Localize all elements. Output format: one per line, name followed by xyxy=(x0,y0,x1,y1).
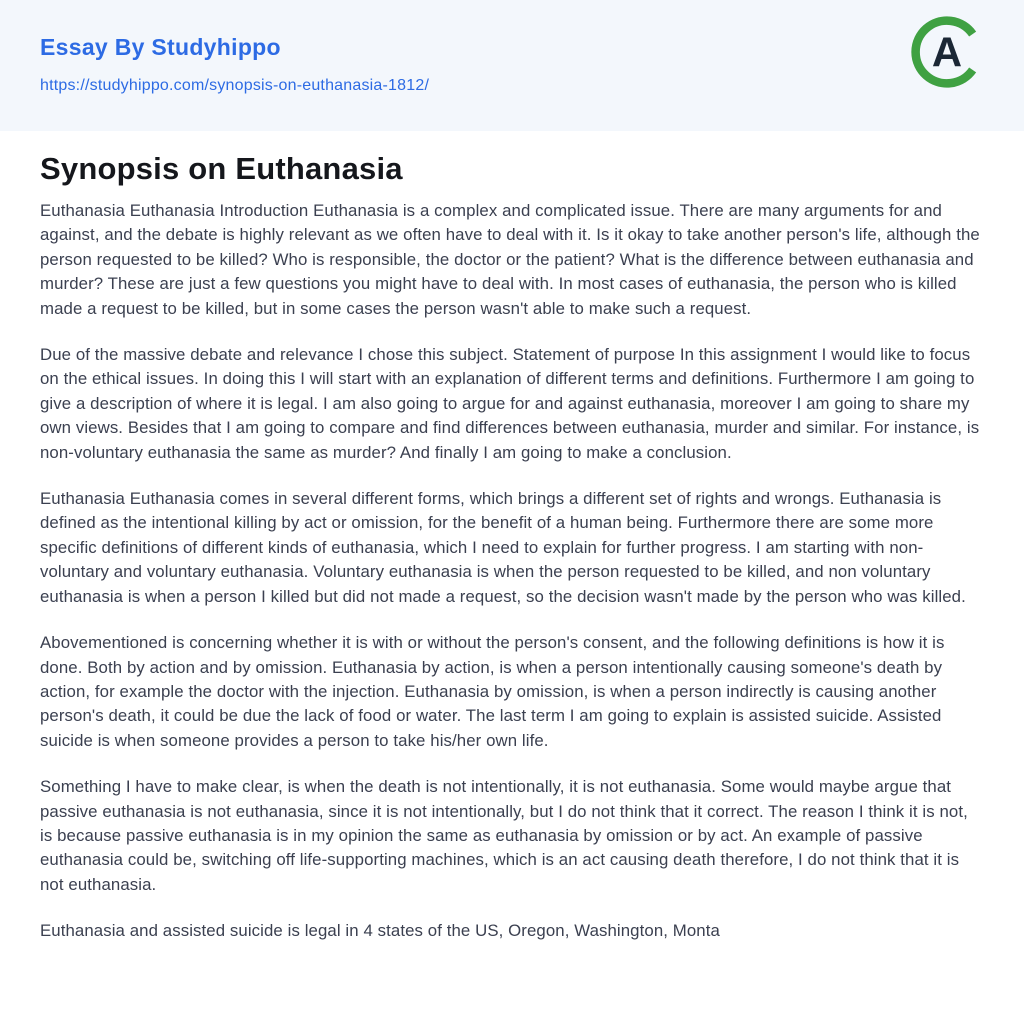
essay-content xyxy=(0,131,1024,944)
essay-paragraph: Euthanasia Euthanasia Introduction Euthanasia is a complex and complicated issue. There are many arguments for and against, and the debate is highly relevant as we often have to deal with it. Is it okay to take another person's life, although the person requested to be killed? Who is responsible, the doctor or the patient? What is the difference between euthanasia and murder? These are just a few questions you might have to deal with. In most cases of euthanasia, the person who is killed made a request to be killed, but in some cases the person wasn't able to make such a request. xyxy=(40,201,980,318)
logo-letter: A xyxy=(931,28,963,76)
essay-paragraph: Due of the massive debate and relevance I chose this subject. Statement of purpose In this assignment I would like to focus on the ethical issues. In doing this I will start with an explanation of different terms and definitions. Furthermore I am going to give a description of where it is legal. I am also going to argue for and against euthanasia, moreover I am going to share my own views. Besides that I am going to compare and find differences between euthanasia, murder and similar. For instance, is non-voluntary euthanasia the same as murder? And finally I am going to make a conclusion. xyxy=(40,345,980,462)
page-title: Synopsis on Euthanasia xyxy=(40,151,403,186)
essay-url-link[interactable]: https://studyhippo.com/synopsis-on-euthanasia-1812/ xyxy=(40,77,430,94)
essay-paragraph: Abovementioned is concerning whether it is with or without the person's consent, and the following definitions is how it is done. Both by action and by omission. Euthanasia by action, is when a person intentionally causing someone's death by action, for example the doctor with the injection. Euthanasia by omission, is when a person indirectly is causing another person's death, it could be due the lack of food or water. The last term I am going to explain is assisted suicide. Assisted suicide is when someone provides a person to take his/her own life. xyxy=(40,633,945,750)
essay-paragraph: Something I have to make clear, is when the death is not intentionally, it is not euthanasia. Some would maybe argue that passive euthanasia is not euthanasia, since it is not intentionally, but I do not think that it correct. The reason I think it is not, is because passive euthanasia is in my opinion the same as euthanasia by omission or by act. An example of passive euthanasia could be, switching off life-supporting machines, which is an act causing death therefore, I do not think that it is not euthanasia. xyxy=(40,777,968,894)
essay-byline-link[interactable]: Essay By Studyhippo xyxy=(40,34,281,60)
page-header xyxy=(0,0,1024,131)
essay-body xyxy=(40,199,984,944)
essay-paragraph: Euthanasia and assisted suicide is legal in 4 states of the US, Oregon, Washington, Monta xyxy=(40,921,720,941)
studyhippo-logo xyxy=(909,14,985,90)
essay-paragraph: Euthanasia Euthanasia comes in several different forms, which brings a different set of rights and wrongs. Euthanasia is defined as the intentional killing by act or omission, for the benefit of a human being. Furthermore there are some more specific definitions of different kinds of euthanasia, which I need to explain for further progress. I am starting with non-voluntary and voluntary euthanasia. Voluntary euthanasia is when the person requested to be killed, and non voluntary euthanasia is when a person I killed but did not made a request, so the decision wasn't made by the person who was killed. xyxy=(40,489,966,606)
studyhippo-logo-icon xyxy=(909,14,985,90)
